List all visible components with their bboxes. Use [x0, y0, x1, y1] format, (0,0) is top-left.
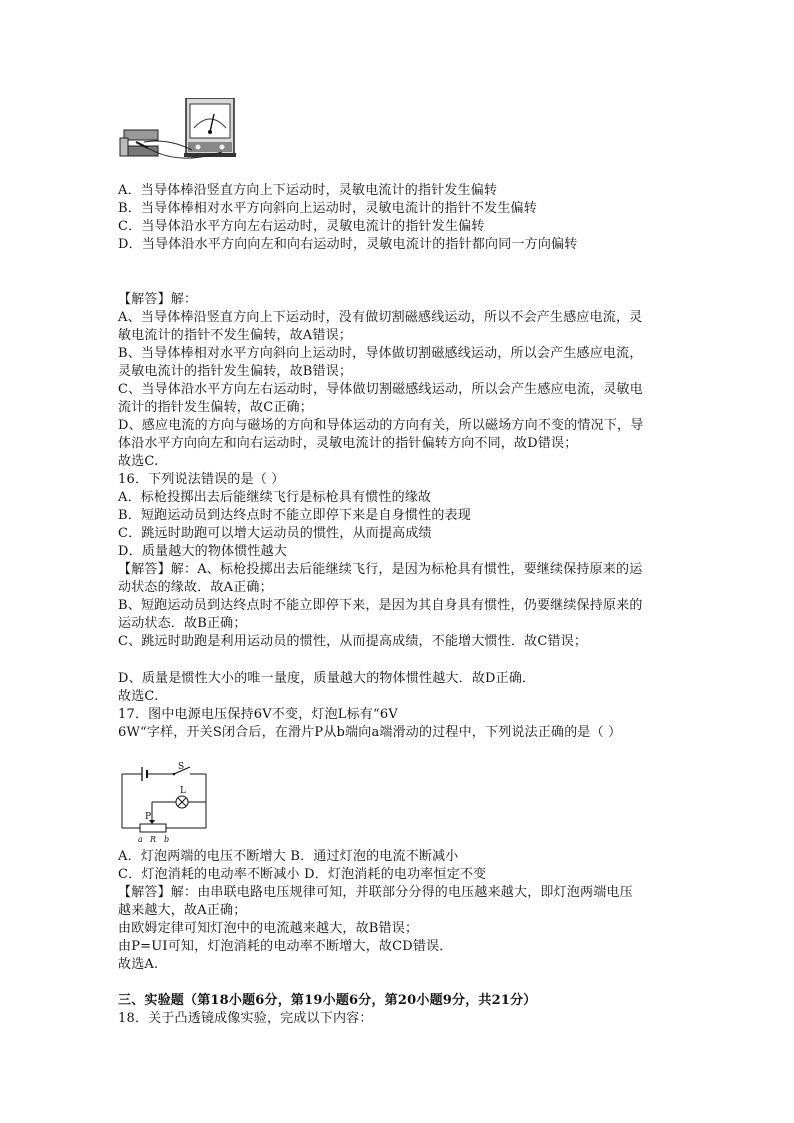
- q17-line: 【解答】解：由串联电路电压规律可知，并联部分分得的电压越来越大，即灯泡两端电压: [118, 885, 633, 900]
- q17-line: 故选A.: [118, 957, 159, 972]
- rheostat-symbol: [140, 824, 166, 832]
- q15-option-d: D．当导体沿水平方向向左和向右运动时，灵敏电流计的指针都向同一方向偏转: [118, 237, 578, 252]
- switch-label: S: [178, 762, 185, 772]
- q17-line: A．灯泡两端的电压不断增大 B．通过灯泡的电流不断减小: [118, 849, 459, 864]
- q17-stem-line: 17．图中电源电压保持6V不变，灯泡L标有“6V: [118, 707, 398, 722]
- q16-line: 动状态的缘故．故A正确；: [118, 580, 273, 595]
- q16-line: 【解答】解：A、标枪投掷出去后能继续飞行，是因为标枪具有惯性，要继续保持原来的运: [118, 562, 643, 577]
- q16-line: B．短跑运动员到达终点时不能立即停下来是自身惯性的表现: [118, 508, 471, 523]
- q16-line: C．跳远时助跑可以增大运动员的惯性，从而提高成绩: [118, 526, 432, 541]
- q16-line: D．质量越大的物体惯性越大: [118, 544, 288, 559]
- slider-label: P: [145, 812, 152, 822]
- q16-line: B、短跑运动员到达终点时不能立即停下来，是因为其自身具有惯性，仍要继续保持原来的: [118, 598, 643, 613]
- q16-line: C、跳远时助跑是利用运动员的惯性，从而提高成绩，不能增大惯性．故C错误；: [118, 634, 588, 649]
- q15-solution-line: 【解答】解：: [118, 292, 198, 307]
- q17-line: 由P=UI可知，灯泡消耗的电动率不断增大，故CD错误．: [118, 939, 453, 954]
- q15-solution-line: 敏电流计的指针不发生偏转，故A错误；: [118, 328, 352, 343]
- q15-option-c: C．当导体沿水平方向左右运动时，灵敏电流计的指针发生偏转: [118, 219, 485, 234]
- q17-line: 越来越大，故A正确；: [118, 903, 247, 918]
- terminal-b-label: b: [164, 835, 170, 844]
- q15-option-b: B．当导体棒相对水平方向斜向上运动时，灵敏电流计的指针不发生偏转: [118, 201, 537, 216]
- q15-solution-line: C、当导体沿水平方向左右运动时，导体做切割磁感线运动，所以会产生感应电流，灵敏电: [118, 382, 643, 397]
- q15-solution-line: 灵敏电流计的指针发生偏转，故B错误；: [118, 364, 353, 379]
- q16-line: D、质量是惯性大小的唯一量度，质量越大的物体惯性越大．故D正确．: [118, 671, 536, 686]
- galvanometer-experiment-figure: [118, 98, 236, 170]
- q15-solution-line: D、感应电流的方向与磁场的方向和导体运动的方向有关，所以磁场方向不变的情况下，导: [118, 418, 644, 433]
- q16-line: 故选C.: [118, 689, 159, 704]
- resistor-r-label: R: [150, 835, 157, 844]
- q16-line: 16．下列说法错误的是（ ）: [118, 472, 285, 487]
- q17-line: 由欧姆定律可知灯泡中的电流越来越大，故B错误；: [118, 921, 419, 936]
- terminal-a-label: a: [138, 835, 143, 844]
- q17-circuit-diagram: [118, 762, 214, 846]
- q15-solution-line: B、当导体棒相对水平方向斜向上运动时，导体做切割磁感线运动，所以会产生感应电流，: [118, 346, 643, 361]
- q15-solution-line: A、当导体棒沿竖直方向上下运动时，没有做切割磁感线运动，所以不会产生感应电流，灵: [118, 310, 643, 325]
- q18-stem: 18．关于凸透镜成像实验，完成以下内容：: [118, 1011, 373, 1026]
- q15-solution-line: 流计的指针发生偏转，故C正确；: [118, 400, 313, 415]
- q16-line: 运动状态．故B正确；: [118, 616, 247, 631]
- q15-solution-line: 体沿水平方向向左和向右运动时，灵敏电流计的指针偏转方向不同，故D错误；: [118, 436, 578, 451]
- q15-solution-line: 故选C.: [118, 454, 159, 469]
- q17-line: C．灯泡消耗的电动率不断减小 D．灯泡消耗的电功率恒定不变: [118, 867, 487, 882]
- q17-stem-line: 6W“字样，开关S闭合后，在滑片P从b端向a端滑动的过程中，下列说法正确的是（ ）: [118, 725, 622, 740]
- section-heading: 三、实验题（第18小题6分，第19小题6分，第20小题9分，共21分）: [118, 993, 537, 1008]
- q15-option-a: A．当导体棒沿竖直方向上下运动时，灵敏电流计的指针发生偏转: [118, 183, 498, 198]
- q16-line: A．标枪投掷出去后能继续飞行是标枪具有惯性的缘故: [118, 490, 432, 505]
- lamp-label: L: [180, 786, 186, 796]
